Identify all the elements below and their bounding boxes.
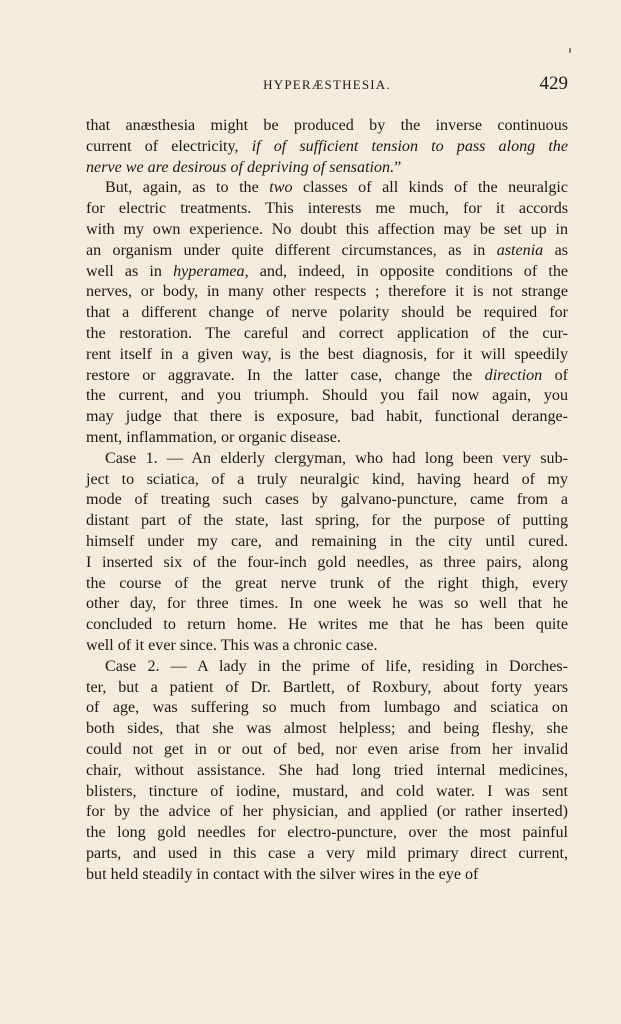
italic-text-run: two	[269, 179, 293, 197]
text-run: rent itself in a given way, is the best diagnosis, for it will speedily	[86, 345, 568, 363]
text-line	[86, 802, 568, 823]
text-run: but held steadily in contact with the silver wires in the eye of	[86, 865, 479, 883]
text-line	[86, 511, 568, 532]
text-run: , and, indeed, in opposite conditions of the	[244, 262, 569, 280]
text-run: Case 2. — A lady in the prime of life, residing in Dorches-	[105, 657, 568, 675]
text-run: mode of treating such cases by galvano-puncture, came from a	[86, 491, 568, 509]
text-run: well as in	[86, 262, 174, 280]
text-run: for by the advice of her physician, and applied (or rather inserted)	[86, 803, 568, 821]
text-line	[86, 178, 568, 199]
text-line	[86, 615, 568, 636]
text-run: an organism under quite different circumstances, as in	[86, 241, 497, 259]
text-run: the restoration. The careful and correct application of the cur-	[86, 324, 568, 342]
text-line	[86, 553, 568, 574]
italic-text-run: hyperamea	[173, 262, 245, 280]
text-run: restore or aggravate. In the latter case, change the	[86, 366, 485, 384]
text-line	[86, 782, 568, 803]
text-run: of	[542, 366, 569, 384]
text-line	[86, 324, 568, 345]
text-line	[86, 490, 568, 511]
text-line	[86, 594, 568, 615]
text-line	[86, 449, 568, 470]
text-line	[86, 428, 568, 449]
text-run: well of it ever since. This was a chronic case.	[86, 636, 378, 654]
text-run: that anæsthesia might be produced by the inverse continuous	[86, 117, 568, 134]
text-run: parts, and used in this case a very mild primary direct current,	[86, 844, 568, 862]
text-run: ter, but a patient of Dr. Bartlett, of Roxbury, about forty years	[86, 678, 568, 696]
text-line	[86, 470, 568, 491]
text-line	[86, 636, 568, 657]
text-line	[86, 865, 568, 886]
text-run: But, again, as to the	[105, 179, 270, 197]
text-line	[86, 116, 568, 137]
text-run: may judge that there is exposure, bad habit, functional derange-	[86, 408, 568, 426]
text-run: ject to sciatica, of a truly neuralgic kind, having heard of my	[86, 470, 568, 488]
running-head	[86, 73, 568, 99]
text-run: ment, inflammation, or organic disease.	[86, 428, 341, 446]
text-line	[86, 158, 568, 179]
text-line	[86, 386, 568, 407]
text-run: concluded to return home. He writes me that he has been quite	[86, 616, 568, 634]
text-run: as	[543, 241, 568, 259]
text-run: other day, for three times. In one week he was so well that he	[86, 595, 568, 613]
text-run: chair, without assistance. She had long tried internal medicines,	[86, 761, 568, 779]
running-title: HYPERÆSTHESIA.	[263, 77, 391, 92]
text-run: nerves, or body, in many other respects ; therefore it is not strange	[86, 283, 568, 301]
text-run: the long gold needles for electro-puncture, over the most painful	[86, 824, 568, 842]
text-run: himself under my care, and remaining in the city until cured.	[86, 532, 568, 550]
text-run: for electric treatments. This interests me much, for it accords	[86, 200, 568, 218]
text-run: that a different change of nerve polarity should be required for	[86, 304, 568, 322]
text-line	[86, 366, 568, 387]
text-line	[86, 407, 568, 428]
text-line	[86, 532, 568, 553]
text-line	[86, 761, 568, 782]
text-line	[86, 719, 568, 740]
text-run: distant part of the state, last spring, for the purpose of putting	[86, 512, 568, 530]
ink-speck	[569, 48, 571, 53]
italic-text-run: if of sufficient tension to pass along the	[251, 137, 568, 155]
text-line	[86, 220, 568, 241]
page-number: 429	[539, 73, 568, 94]
text-line	[86, 844, 568, 865]
italic-text-run: direction	[484, 366, 543, 384]
text-line	[86, 698, 568, 719]
text-line	[86, 303, 568, 324]
text-line	[86, 678, 568, 699]
text-line	[86, 199, 568, 220]
text-line	[86, 282, 568, 303]
italic-text-run: astenia	[496, 241, 544, 259]
text-line	[86, 241, 568, 262]
text-line	[86, 823, 568, 844]
text-run: classes of all kinds of the neuralgic	[292, 179, 568, 197]
text-run: the course of the great nerve trunk of the right thigh, every	[86, 574, 568, 592]
text-line	[86, 574, 568, 595]
text-line	[86, 345, 568, 366]
body-text	[86, 116, 568, 885]
text-line	[86, 740, 568, 761]
text-run: I inserted six of the four-inch gold needles, as three pairs, along	[86, 553, 568, 571]
text-run: with my own experience. No doubt this affection may be set up in	[86, 220, 568, 238]
text-run: ”	[394, 158, 402, 176]
text-line	[86, 262, 568, 283]
text-run: current of electricity,	[86, 137, 252, 155]
text-run: blisters, tincture of iodine, mustard, and cold water. I was sent	[86, 782, 568, 800]
text-run: the current, and you triumph. Should you fail now again, you	[86, 387, 568, 405]
text-run: of age, was suffering so much from lumbago and sciatica on	[86, 699, 568, 717]
text-run: both sides, that she was almost helpless; and being fleshy, she	[86, 720, 568, 738]
italic-text-run: nerve we are desirous of depriving of sensation.	[86, 158, 395, 176]
text-run: Case 1. — An elderly clergyman, who had long been very sub-	[105, 449, 568, 467]
text-line	[86, 137, 568, 158]
text-line	[86, 657, 568, 678]
text-run: could not get in or out of bed, nor even arise from her invalid	[86, 740, 568, 758]
